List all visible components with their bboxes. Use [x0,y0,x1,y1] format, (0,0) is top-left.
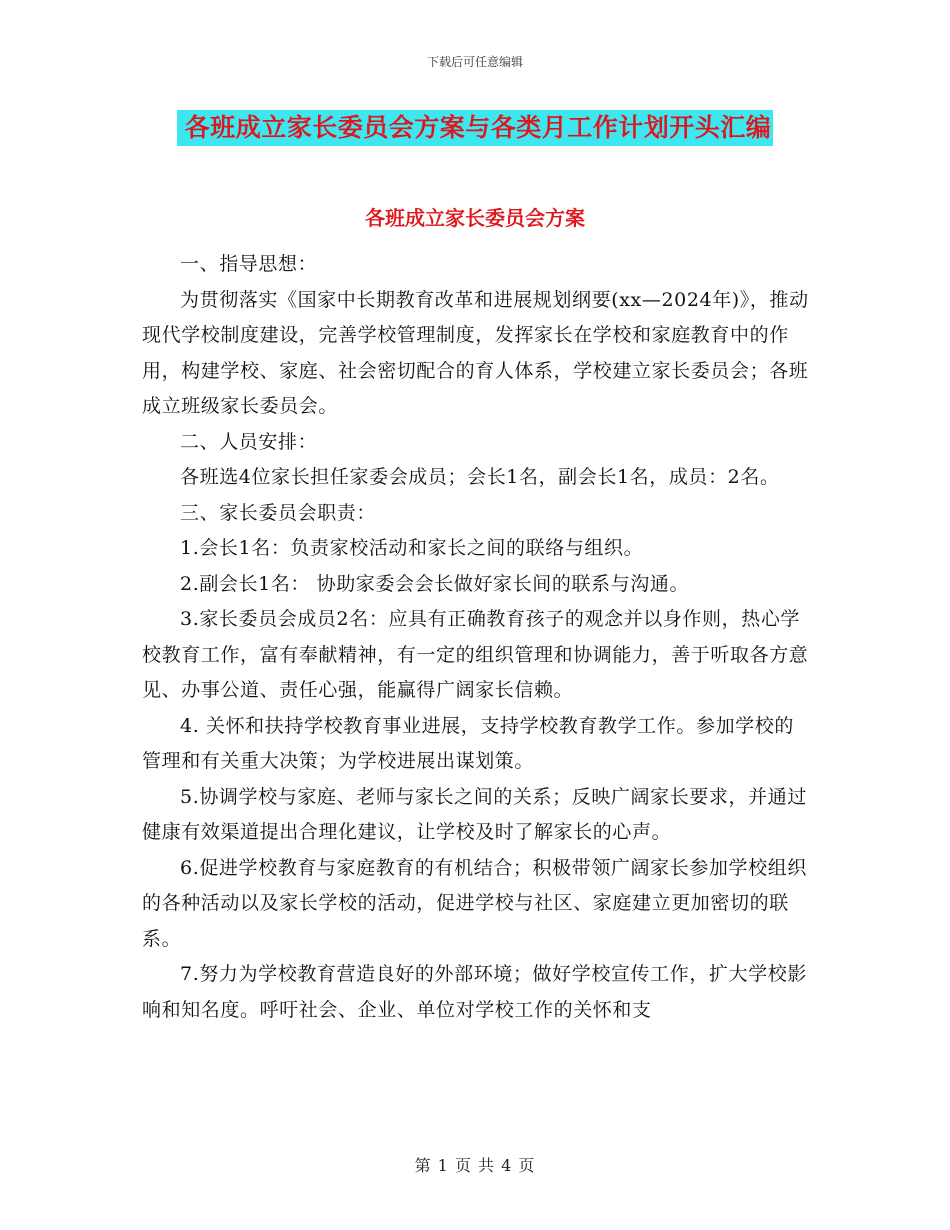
paragraph: 1.会长1名：负责家校活动和家长之间的联络与组织。 [180,537,644,559]
section-title: 各班成立家长委员会方案 [365,206,585,230]
paragraph-heading-staffing: 二、人员安排： [180,430,318,453]
paragraph: 3.家长委员会成员2名：应具有正确教育孩子的观念并以身作则，热心学校教育工作，富有奉献精神，有一定的组织管理和协调能力，善于听取各方意见、办事公道、责任心强，能赢得广阔家长信赖。 [142,608,809,701]
document-title: 各班成立家长委员会方案与各类月工作计划开头汇编 [177,110,774,146]
paragraph: 各班选4位家长担任家委会成员；会长1名，副会长1名，成员：2名。 [180,466,780,488]
paragraph-heading-duties: 三、家长委员会职责： [180,501,377,524]
paragraph: 5.协调学校与家庭、老师与家长之间的关系；反映广阔家长要求，并通过健康有效渠道提出合理化建议，让学校及时了解家长的心声。 [142,785,807,843]
document-body [142,247,810,1028]
paragraph: 2.副会长1名： 协助家委会会长做好家长间的联系与沟通。 [180,572,690,595]
page-footer: 第 1 页 共 4 页 [414,1156,536,1175]
paragraph: 7.努力为学校教育营造良好的外部环境；做好学校宣传工作，扩大学校影响和知名度。呼吁社会、企业、单位对学校工作的关怀和支 [142,963,807,1021]
paragraph: 为贯彻落实《国家中长期教育改革和进展规划纲要(xx—2024年)》，推动现代学校制度建设，完善学校管理制度，发挥家长在学校和家庭教育中的作用，构建学校、家庭、社会密切配合的育人体系，学校建立家长委员会；各班成立班级家长委员会。 [142,288,809,417]
page-header-note: 下载后可任意编辑 [426,55,523,69]
paragraph: 6.促进学校教育与家庭教育的有机结合；积极带领广阔家长参加学校组织的各种活动以及家长学校的活动，促进学校与社区、家庭建立更加密切的联系。 [142,856,807,950]
document-title-container [0,110,950,146]
paragraph: 4. 关怀和扶持学校教育事业进展，支持学校教育教学工作。参加学校的管理和有关重大决策；为学校进展出谋划策。 [142,714,794,772]
paragraph-heading-guiding-ideology: 一、指导思想： [180,253,318,275]
